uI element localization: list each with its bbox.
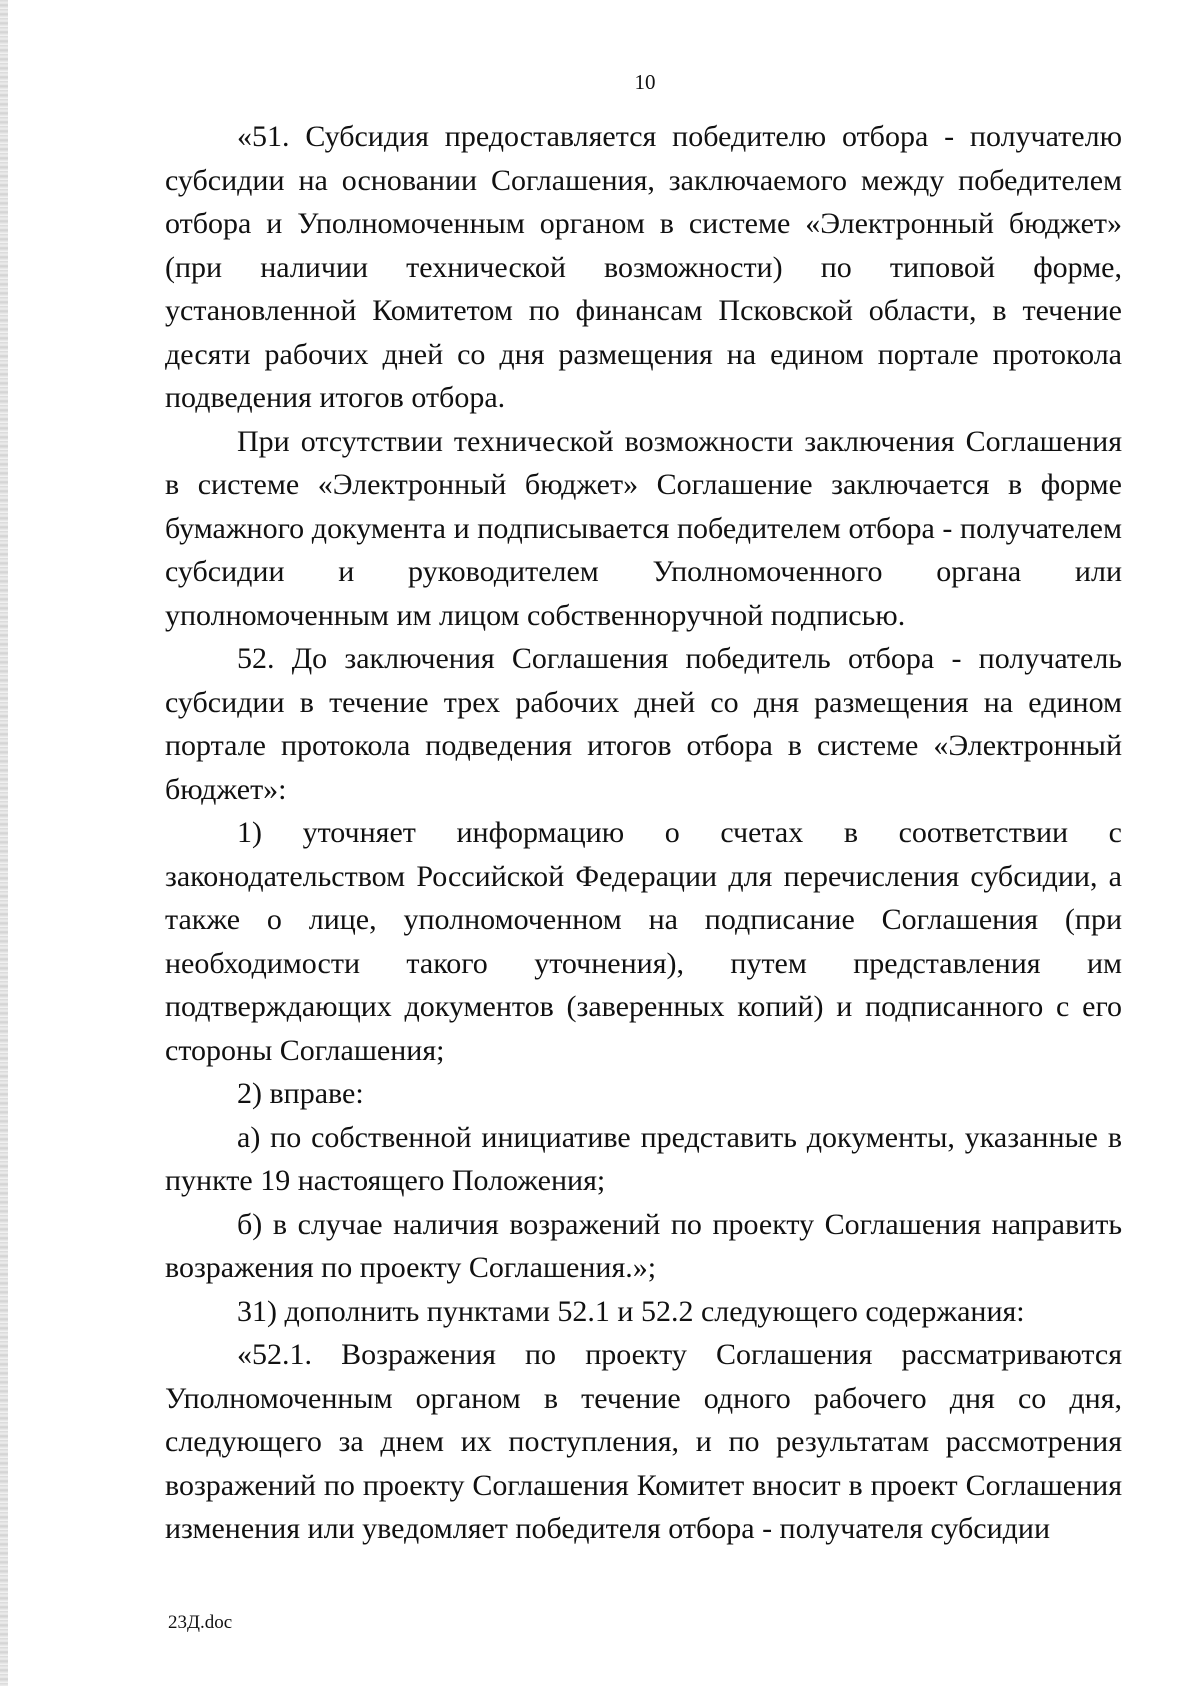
document-body bbox=[165, 115, 1122, 1551]
paragraph-52-item-2: 2) вправе: bbox=[237, 1077, 364, 1110]
paragraph-52-item-2a: а) по собственной инициативе представить документы, указанные в пункте 19 настоящего Положения; bbox=[165, 1120, 1122, 1197]
paragraph-52-item-1: 1) уточняет информацию о счетах в соответствии с законодательством Российской Федерации для перечисления субсидии, а также о лице, уполномоченном на подписание Соглашения (при необходимости такого уточнения), путем представления им подтверждающих документов (заверенных копий) и подписанного с его стороны Соглашения; bbox=[165, 816, 1122, 1067]
paragraph-51: «51. Субсидия предоставляется победителю отбора - получателю субсидии на основании Соглашения, заключаемого между победителем отбора и Уполномоченным органом в системе «Электронный бюджет» (при наличии технической возможности) по типовой форме, установленной Комитетом по финансам Псковской области, в течение десяти рабочих дней со дня размещения на едином портале протокола подведения итогов отбора. bbox=[165, 120, 1122, 414]
paragraph-52: 52. До заключения Соглашения победитель отбора - получатель субсидии в течение трех рабочих дней со дня размещения на едином портале протокола подведения итогов отбора в системе «Электронный бюджет»: bbox=[165, 642, 1122, 806]
paragraph-amendment-31: 31) дополнить пунктами 52.1 и 52.2 следующего содержания: bbox=[237, 1294, 1025, 1328]
paragraph-52-1: «52.1. Возражения по проекту Соглашения рассматриваются Уполномоченным органом в течение одного рабочего дня со дня, следующего за днем их поступления, и по результатам рассмотрения возражений по проекту Соглашения Комитет вносит в проект Соглашения изменения или уведомляет победителя отбора - получателя субсидии bbox=[165, 1338, 1122, 1545]
footer-filename: 23Д.doc bbox=[168, 1612, 233, 1633]
scan-edge bbox=[0, 0, 8, 1686]
paragraph-52-item-2b: б) в случае наличия возражений по проекту Соглашения направить возражения по проекту Соглашения.»; bbox=[165, 1207, 1122, 1284]
page-number: 10 bbox=[634, 70, 656, 94]
paragraph-paper-form: При отсутствии технической возможности заключения Соглашения в системе «Электронный бюджет» Соглашение заключается в форме бумажного документа и подписывается победителем отбора - получателем субсидии и руководителем Уполномоченного органа или уполномоченным им лицом собственноручной подписью. bbox=[165, 424, 1122, 632]
